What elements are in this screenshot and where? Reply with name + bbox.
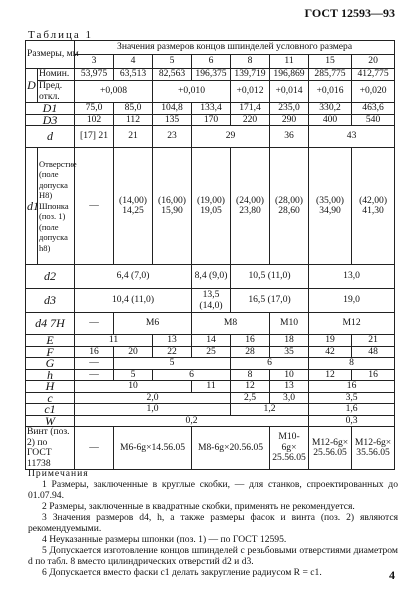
- cell: 6: [153, 369, 231, 381]
- cell: +0,016: [309, 81, 352, 103]
- cell: —: [75, 427, 114, 470]
- cell: 112: [114, 114, 153, 126]
- cell: 2,5: [231, 392, 270, 404]
- cell: 10: [270, 369, 309, 381]
- cell: 8: [231, 369, 270, 381]
- notes-section: [28, 468, 398, 578]
- cell: 13,5 (14,0): [192, 289, 231, 313]
- row-label-D: D: [26, 69, 38, 103]
- cell: 2,0: [75, 392, 231, 404]
- row-label-d2: d2: [26, 265, 75, 289]
- note-item: 2 Размеры, заключенные в квадратные скобки, применять не рекомендуется.: [42, 501, 355, 512]
- row-label-D3: D3: [26, 114, 75, 126]
- vint-label: Винт (поз. 2) по ГОСТ 11738: [26, 427, 75, 470]
- size-header: 3: [75, 55, 114, 69]
- size-header: 15: [309, 55, 352, 69]
- cell: 171,4: [231, 103, 270, 115]
- size-header: 8: [231, 55, 270, 69]
- cell: 235,0: [270, 103, 309, 115]
- cell: (42,00) 41,30: [352, 148, 395, 265]
- cell: 540: [352, 114, 395, 126]
- note-item: 3 Значения размеров d4, h, а также размеры фасок и винта (поз. 2) являются рекомендуемыми.: [28, 512, 398, 534]
- cell: 6,4 (7,0): [75, 265, 192, 289]
- cell: 12: [309, 369, 352, 381]
- cell: 13: [153, 335, 192, 347]
- cell: 19: [309, 335, 352, 347]
- size-header: 6: [192, 55, 231, 69]
- cell: 8: [309, 358, 395, 370]
- notes-title: Примечания: [28, 468, 89, 479]
- cell: —: [75, 313, 114, 335]
- cell: 102: [75, 114, 114, 126]
- cell: 36: [270, 126, 309, 148]
- cell: 330,2: [309, 103, 352, 115]
- cell: M8-6g×20.56.05: [192, 427, 270, 470]
- cell: M12-6g× 35.56.05: [352, 427, 395, 470]
- cell: 14: [192, 335, 231, 347]
- cell: M12-6g× 25.56.05: [309, 427, 352, 470]
- row-label-c1: c1: [26, 404, 75, 416]
- note-item: 1 Размеры, заключенные в круглые скобки, — для станков, спроектированных до 01.07.94.: [28, 479, 398, 501]
- cell: 63,513: [114, 69, 153, 81]
- row-label-F: F: [26, 346, 75, 358]
- cell: 43: [309, 126, 395, 148]
- row-label-d: d: [26, 126, 75, 148]
- cell: 0,3: [309, 415, 395, 427]
- cell: M6-6g×14.56.05: [114, 427, 192, 470]
- cell: 28: [231, 346, 270, 358]
- row-label-h: h: [26, 369, 75, 381]
- cell: 16: [75, 346, 114, 358]
- row-label-G: G: [26, 358, 75, 370]
- cell: 19,0: [309, 289, 395, 313]
- cell: 170: [192, 114, 231, 126]
- cell: 16,5 (17,0): [231, 289, 309, 313]
- cell: 16: [231, 335, 270, 347]
- cell: 10,4 (11,0): [75, 289, 192, 313]
- cell: +0,012: [231, 81, 270, 103]
- cell: —: [75, 358, 114, 370]
- cell: 48: [352, 346, 395, 358]
- pred-label: Пред. откл.: [38, 81, 75, 103]
- cell: 35: [270, 346, 309, 358]
- dimensions-table: [25, 40, 395, 470]
- row-label-d3: d3: [26, 289, 75, 313]
- size-header: 4: [114, 55, 153, 69]
- cell: 5: [114, 369, 153, 381]
- cell: 104,8: [153, 103, 192, 115]
- row-label-H: H: [26, 381, 75, 393]
- nom-label: Номин.: [38, 69, 75, 81]
- page-number: 4: [389, 568, 395, 582]
- row-label-c: c: [26, 392, 75, 404]
- cell: 1,0: [75, 404, 231, 416]
- cell: —: [75, 148, 114, 265]
- cell: M10-6g× 25.56.05: [270, 427, 309, 470]
- cell: 53,975: [75, 69, 114, 81]
- cell: +0,020: [352, 81, 395, 103]
- cell: 3,0: [270, 392, 309, 404]
- cell: 16: [309, 381, 395, 393]
- cell: 463,6: [352, 103, 395, 115]
- cell: 285,775: [309, 69, 352, 81]
- row-label-d1: d1: [26, 148, 38, 265]
- cell: 0,2: [75, 415, 309, 427]
- document-code: ГОСТ 12593—93: [304, 6, 395, 20]
- cell: 139,719: [231, 69, 270, 81]
- cell: M8: [192, 313, 270, 335]
- cell: (14,00) 14,25: [114, 148, 153, 265]
- cell: 21: [114, 126, 153, 148]
- cell: +0,008: [75, 81, 153, 103]
- cell: 220: [231, 114, 270, 126]
- cell: M10: [270, 313, 309, 335]
- group-header: Значения размеров концов шпинделей условного размера: [75, 41, 395, 55]
- cell: 29: [192, 126, 270, 148]
- size-header: 5: [153, 55, 192, 69]
- cell: 12: [231, 381, 270, 393]
- cell: 8,4 (9,0): [192, 265, 231, 289]
- cell: 290: [270, 114, 309, 126]
- note-item: 4 Неуказанные размеры шпонки (поз. 1) — по ГОСТ 12595.: [42, 534, 287, 545]
- cell: 21: [352, 335, 395, 347]
- cell: 3,5: [309, 392, 395, 404]
- note-item: 6 Допускается вместо фаски c1 делать закругление радиусом R = c1.: [42, 567, 322, 578]
- cell: 135: [153, 114, 192, 126]
- cell: 133,4: [192, 103, 231, 115]
- cell: [17] 21: [75, 126, 114, 148]
- cell: —: [75, 369, 114, 381]
- note-item: 5 Допускается изготовление концов шпинделей с резьбовыми отверстиями диаметром d по табл. 8 вместо цилиндрических отверстий d2 и d3.: [28, 545, 398, 567]
- row-label-d4: d4 7H: [26, 313, 75, 335]
- d1-description: Отверстие (поле допуска H8) Шпонка (поз. 1) (поле допуска h8): [38, 148, 75, 265]
- cell: 85,0: [114, 103, 153, 115]
- cell: 22: [153, 346, 192, 358]
- cell: 82,563: [153, 69, 192, 81]
- cell: 10: [75, 381, 192, 393]
- cell: 10,5 (11,0): [231, 265, 309, 289]
- cell: 75,0: [75, 103, 114, 115]
- cell: M6: [114, 313, 192, 335]
- cell: 13,0: [309, 265, 395, 289]
- cell: 412,775: [352, 69, 395, 81]
- cell: 16: [352, 369, 395, 381]
- cell: 196,869: [270, 69, 309, 81]
- dims-header: Размеры, мм: [26, 41, 75, 69]
- cell: (16,00) 15,90: [153, 148, 192, 265]
- size-header: 20: [352, 55, 395, 69]
- cell: +0,014: [270, 81, 309, 103]
- row-label-W: W: [26, 415, 75, 427]
- cell: 25: [192, 346, 231, 358]
- cell: M12: [309, 313, 395, 335]
- cell: 196,375: [192, 69, 231, 81]
- cell: (28,00) 28,60: [270, 148, 309, 265]
- cell: 11: [75, 335, 153, 347]
- cell: 23: [153, 126, 192, 148]
- row-label-D1: D1: [26, 103, 75, 115]
- cell: 11: [192, 381, 231, 393]
- cell: 42: [309, 346, 352, 358]
- cell: 1,6: [309, 404, 395, 416]
- cell: 6: [231, 358, 309, 370]
- cell: 13: [270, 381, 309, 393]
- size-header: 11: [270, 55, 309, 69]
- cell: 5: [114, 358, 231, 370]
- cell: 20: [114, 346, 153, 358]
- cell: 1,2: [231, 404, 309, 416]
- cell: (24,00) 23,80: [231, 148, 270, 265]
- cell: +0,010: [153, 81, 231, 103]
- cell: 400: [309, 114, 352, 126]
- cell: (19,00) 19,05: [192, 148, 231, 265]
- table-caption: Таблица 1: [28, 29, 94, 41]
- cell: (35,00) 34,90: [309, 148, 352, 265]
- cell: 18: [270, 335, 309, 347]
- row-label-E: E: [26, 335, 75, 347]
